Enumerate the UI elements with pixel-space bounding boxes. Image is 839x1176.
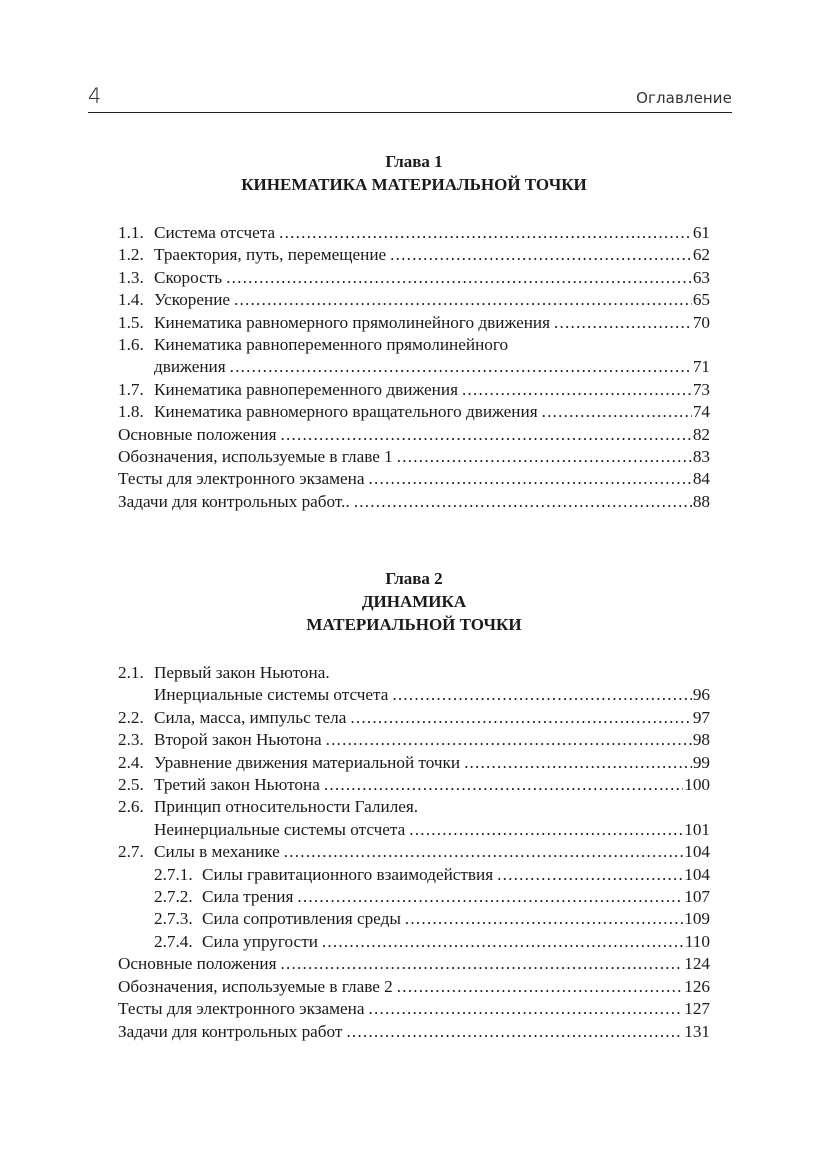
entry-title: Тесты для электронного экзамена bbox=[118, 469, 365, 489]
entry-title: Принцип относительности Галилея. bbox=[154, 797, 419, 817]
toc-entry[interactable] bbox=[118, 468, 710, 490]
entry-page-number: 98 bbox=[692, 730, 710, 750]
dot-leader bbox=[405, 908, 683, 930]
entry-page-number: 88 bbox=[692, 491, 710, 511]
entry-page-number: 127 bbox=[684, 999, 710, 1019]
entry-title: Уравнение движения материальной точки bbox=[154, 752, 461, 772]
chapter-title-line: КИНЕМАТИКА МАТЕРИАЛЬНОЙ ТОЧКИ bbox=[241, 175, 587, 194]
chapter-heading bbox=[118, 567, 710, 636]
entry-page-number: 97 bbox=[692, 707, 710, 727]
entry-number: 2.7.4. bbox=[154, 931, 193, 951]
entry-page-number: 73 bbox=[692, 379, 710, 399]
chapter-title-line: ДИНАМИКА bbox=[361, 592, 467, 611]
dot-leader bbox=[554, 312, 692, 334]
entry-title: Задачи для контрольных работ.. bbox=[118, 491, 350, 511]
toc-entry[interactable] bbox=[118, 356, 710, 378]
dot-leader bbox=[230, 356, 692, 378]
toc-entry[interactable] bbox=[118, 684, 710, 706]
toc-entry[interactable] bbox=[118, 864, 710, 886]
entry-title: Второй закон Ньютона bbox=[154, 730, 322, 750]
toc-entry[interactable] bbox=[118, 289, 710, 311]
dot-leader bbox=[279, 222, 692, 244]
entry-page-number: 99 bbox=[692, 752, 710, 772]
entry-title: Обозначения, используемые в главе 1 bbox=[118, 447, 393, 467]
entry-number: 1.3. bbox=[118, 267, 144, 287]
entry-page-number: 84 bbox=[692, 469, 710, 489]
entry-title: Траектория, путь, перемещение bbox=[154, 245, 387, 265]
dot-leader bbox=[392, 684, 691, 706]
page-number: 4 bbox=[88, 84, 102, 108]
entry-number: 2.1. bbox=[118, 663, 144, 682]
toc-entry[interactable] bbox=[118, 774, 710, 796]
dot-leader bbox=[324, 774, 683, 796]
entry-number: 1.4. bbox=[118, 290, 144, 310]
entry-page-number: 104 bbox=[684, 842, 710, 862]
toc-entry[interactable] bbox=[118, 1021, 710, 1043]
entry-title: Силы гравитационного взаимодействия bbox=[202, 864, 494, 884]
toc-entry[interactable] bbox=[118, 491, 710, 513]
toc-entry[interactable] bbox=[118, 729, 710, 751]
entry-title: Задачи для контрольных работ bbox=[118, 1021, 343, 1041]
entry-number: 1.8. bbox=[118, 402, 144, 422]
entry-title: Основные положения bbox=[118, 954, 277, 974]
toc-entry[interactable] bbox=[118, 312, 710, 334]
entry-title: Ускорение bbox=[154, 290, 231, 310]
dot-leader bbox=[234, 289, 692, 311]
entry-title: Тесты для электронного экзамена bbox=[118, 999, 365, 1019]
entry-page-number: 96 bbox=[692, 685, 710, 705]
dot-leader bbox=[368, 998, 683, 1020]
chapter-title-line: МАТЕРИАЛЬНОЙ ТОЧКИ bbox=[306, 615, 522, 634]
entry-number: 2.2. bbox=[118, 707, 144, 727]
entry-title: Кинематика равнопеременного движения bbox=[154, 379, 458, 399]
dot-leader bbox=[409, 819, 683, 841]
entry-page-number: 107 bbox=[684, 887, 710, 907]
entry-title: Силы в механике bbox=[154, 842, 280, 862]
entry-page-number: 110 bbox=[684, 931, 710, 951]
toc-entry[interactable] bbox=[118, 222, 710, 244]
entry-number: 2.7.2. bbox=[154, 887, 193, 907]
entry-number: 2.3. bbox=[118, 730, 144, 750]
toc-entry-first-line bbox=[118, 334, 710, 356]
entry-number: 2.5. bbox=[118, 775, 144, 795]
toc-entry[interactable] bbox=[118, 244, 710, 266]
toc-entry[interactable] bbox=[118, 976, 710, 998]
entry-number: 1.1. bbox=[118, 223, 144, 242]
entry-page-number: 82 bbox=[692, 424, 710, 444]
toc-entry-first-line bbox=[118, 796, 710, 818]
entry-title: Сила трения bbox=[202, 887, 294, 907]
toc-list bbox=[118, 222, 710, 513]
chapter-1 bbox=[118, 150, 710, 513]
dot-leader bbox=[281, 953, 684, 975]
entry-title: движения bbox=[154, 357, 226, 377]
entry-title: Сила упругости bbox=[202, 931, 318, 951]
dot-leader bbox=[368, 468, 691, 490]
dot-leader bbox=[322, 931, 684, 953]
dot-leader bbox=[542, 401, 692, 423]
dot-leader bbox=[346, 1021, 683, 1043]
entry-number: 2.7.3. bbox=[154, 909, 193, 929]
toc-entry[interactable] bbox=[118, 908, 710, 930]
entry-number: 2.6. bbox=[118, 797, 144, 817]
toc-entry[interactable] bbox=[118, 819, 710, 841]
toc-entry[interactable] bbox=[118, 267, 710, 289]
entry-page-number: 62 bbox=[692, 245, 710, 265]
entry-page-number: 61 bbox=[692, 223, 710, 242]
entry-page-number: 109 bbox=[684, 909, 710, 929]
entry-number: 1.2. bbox=[118, 245, 144, 265]
dot-leader bbox=[281, 424, 692, 446]
chapter-2 bbox=[118, 567, 710, 1043]
entry-page-number: 104 bbox=[684, 864, 710, 884]
entry-page-number: 83 bbox=[692, 447, 710, 467]
toc-entry[interactable] bbox=[118, 953, 710, 975]
running-head: Оглавление bbox=[636, 89, 732, 107]
entry-number: 2.7.1. bbox=[154, 864, 193, 884]
entry-title: Кинематика равномерного прямолинейного движения bbox=[154, 312, 551, 332]
toc-entry[interactable] bbox=[118, 931, 710, 953]
entry-number: 1.6. bbox=[118, 335, 144, 355]
dot-leader bbox=[354, 491, 692, 513]
entry-title: Третий закон Ньютона bbox=[154, 775, 320, 795]
chapter-label: Глава 2 bbox=[385, 569, 443, 588]
toc-list bbox=[118, 662, 710, 1043]
toc-entry[interactable] bbox=[118, 424, 710, 446]
dot-leader bbox=[326, 729, 692, 751]
dot-leader bbox=[464, 752, 692, 774]
entry-title: Обозначения, используемые в главе 2 bbox=[118, 976, 393, 996]
toc-entry[interactable] bbox=[118, 401, 710, 423]
chapter-label: Глава 1 bbox=[385, 152, 443, 171]
entry-title: Кинематика равномерного вращательного движения bbox=[154, 402, 538, 422]
toc-entry[interactable] bbox=[118, 841, 710, 863]
toc-entry-first-line bbox=[118, 662, 710, 684]
entry-number: 1.7. bbox=[118, 379, 144, 399]
dot-leader bbox=[497, 864, 683, 886]
toc-entry[interactable] bbox=[118, 446, 710, 468]
entry-title: Первый закон Ньютона. bbox=[154, 663, 330, 682]
page-header bbox=[88, 84, 732, 113]
entry-title: Скорость bbox=[154, 267, 223, 287]
entry-title: Неинерциальные системы отсчета bbox=[154, 819, 406, 839]
dot-leader bbox=[390, 244, 692, 266]
entry-title: Кинематика равнопеременного прямолинейного bbox=[154, 335, 509, 355]
dot-leader bbox=[397, 976, 683, 998]
chapter-heading bbox=[118, 150, 710, 196]
toc-entry[interactable] bbox=[118, 707, 710, 729]
entry-title: Сила, масса, импульс тела bbox=[154, 707, 347, 727]
toc-entry[interactable] bbox=[118, 886, 710, 908]
entry-title: Основные положения bbox=[118, 424, 277, 444]
entry-number: 1.5. bbox=[118, 312, 144, 332]
entry-number: 2.7. bbox=[118, 842, 144, 862]
dot-leader bbox=[284, 841, 684, 863]
dot-leader bbox=[297, 886, 683, 908]
entry-page-number: 131 bbox=[684, 1021, 710, 1041]
entry-page-number: 100 bbox=[684, 775, 710, 795]
dot-leader bbox=[462, 379, 692, 401]
entry-page-number: 126 bbox=[684, 976, 710, 996]
toc-entry[interactable] bbox=[118, 752, 710, 774]
dot-leader bbox=[226, 267, 692, 289]
entry-page-number: 71 bbox=[692, 357, 710, 377]
entry-number: 2.4. bbox=[118, 752, 144, 772]
entry-page-number: 65 bbox=[692, 290, 710, 310]
entry-title: Система отсчета bbox=[154, 223, 276, 242]
entry-title: Инерциальные системы отсчета bbox=[154, 685, 389, 705]
dot-leader bbox=[350, 707, 691, 729]
entry-title: Сила сопротивления среды bbox=[202, 909, 401, 929]
toc-entry[interactable] bbox=[118, 379, 710, 401]
entry-page-number: 101 bbox=[684, 819, 710, 839]
entry-page-number: 63 bbox=[692, 267, 710, 287]
entry-page-number: 74 bbox=[692, 402, 710, 422]
entry-page-number: 124 bbox=[684, 954, 710, 974]
entry-page-number: 70 bbox=[692, 312, 710, 332]
toc-entry[interactable] bbox=[118, 998, 710, 1020]
dot-leader bbox=[397, 446, 692, 468]
